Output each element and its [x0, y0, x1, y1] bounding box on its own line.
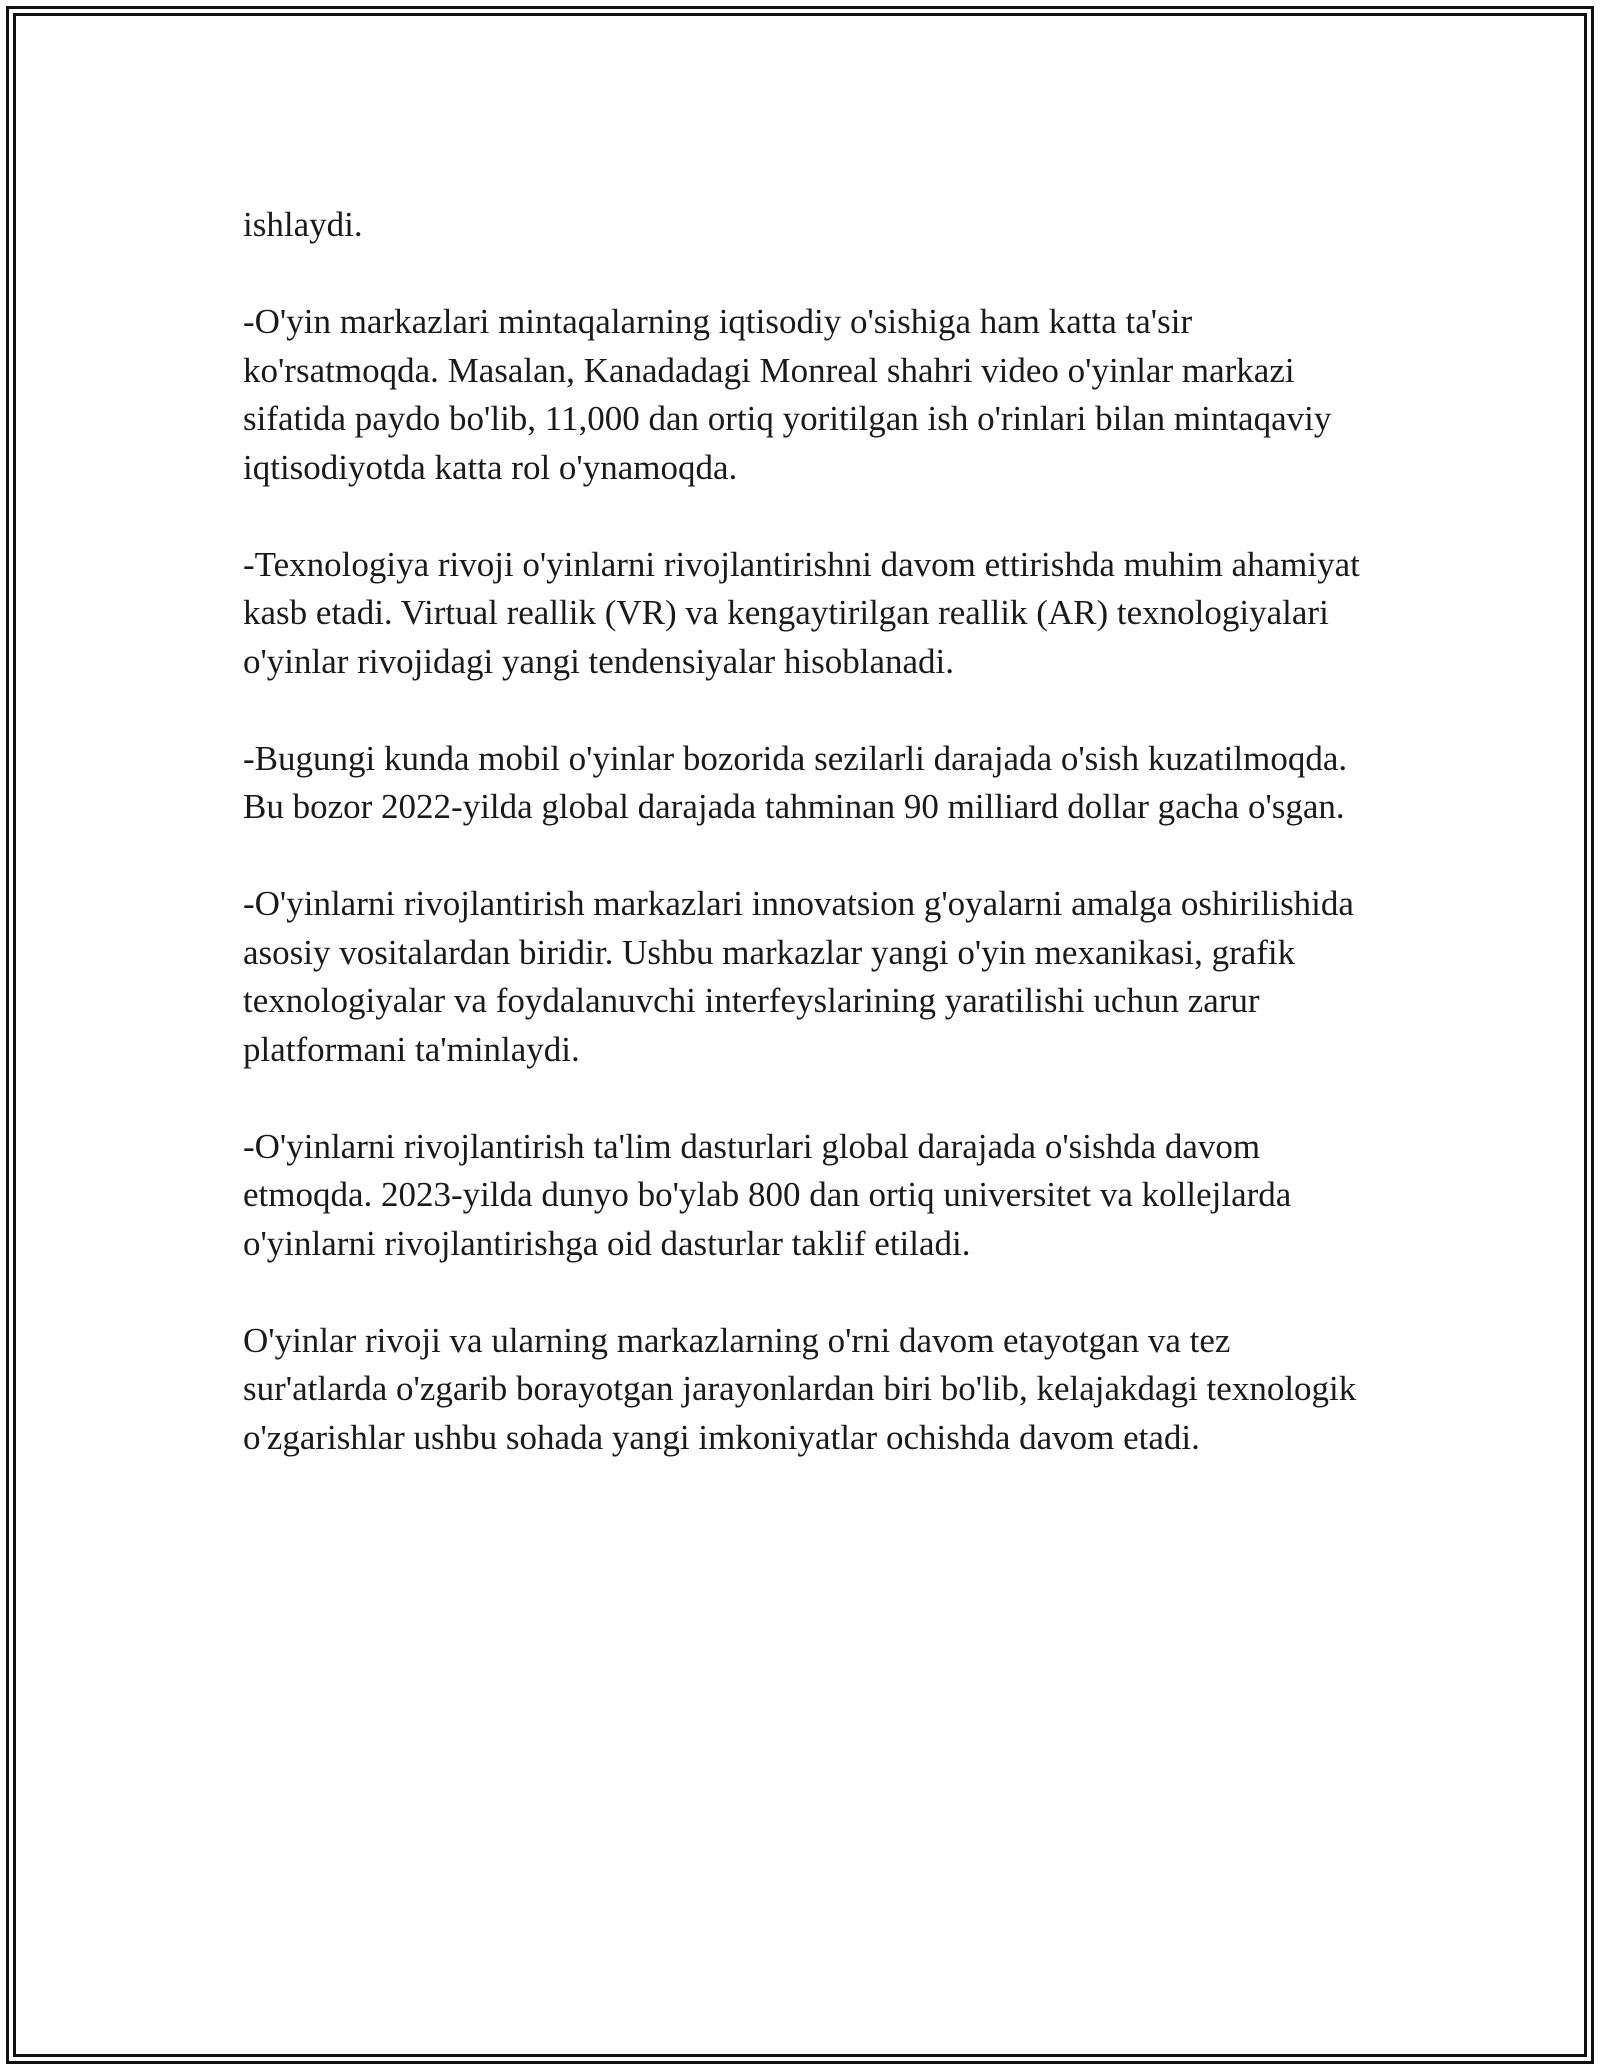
paragraph-innovation: -O'yinlarni rivojlantirish markazlari innovatsion g'oyalarni amalga oshirilishida asosiy vositalardan biridir. Ushbu markazlar yangi o'yin mexanikasi, grafik texnologiyalar va foydalanuvchi interfeyslarining yaratilishi uchun zarur platformani ta'minlaydi. — [243, 884, 1354, 1069]
page-border-outer — [6, 6, 1594, 2064]
document-body — [243, 201, 1363, 1511]
paragraph-mobile-games: -Bugungi kunda mobil o'yinlar bozorida sezilarli darajada o'sish kuzatilmoqda. Bu bozor 2022-yilda global darajada tahminan 90 milliard dollar gacha o'sgan. — [243, 738, 1348, 826]
paragraph-education: -O'yinlarni rivojlantirish ta'lim dasturlari global darajada o'sishda davom etmoqda. 2023-yilda dunyo bo'ylab 800 dan ortiq universitet va kollejlarda o'yinlarni rivojlantirishga oid dasturlar taklif etiladi. — [243, 1126, 1292, 1263]
page-border-inner — [13, 13, 1587, 2057]
paragraph-continuation: ishlaydi. — [243, 205, 363, 244]
paragraph-technology: -Texnologiya rivoji o'yinlarni rivojlantirishni davom ettirishda muhim ahamiyat kasb etadi. Virtual reallik (VR) va kengaytirilgan reallik (AR) texnologiyalari o'yinlar rivojidagi yangi tendensiyalar hisoblanadi. — [243, 544, 1360, 681]
paragraph-regional-economy: -O'yin markazlari mintaqalarning iqtisodiy o'sishiga ham katta ta'sir ko'rsatmoqda. Masalan, Kanadadagi Monreal shahri video o'yinlar markazi sifatida paydo bo'lib, 11,000 dan ortiq yoritilgan ish o'rinlari bilan mintaqaviy iqtisodiyotda katta rol o'ynamoqda. — [243, 302, 1332, 487]
paragraph-conclusion: O'yinlar rivoji va ularning markazlarning o'rni davom etayotgan va tez sur'atlarda o'zgarib borayotgan jarayonlardan biri bo'lib, kelajakdagi texnologik o'zgarishlar ushbu sohada yangi imkoniyatlar ochishda davom etadi. — [243, 1320, 1357, 1457]
